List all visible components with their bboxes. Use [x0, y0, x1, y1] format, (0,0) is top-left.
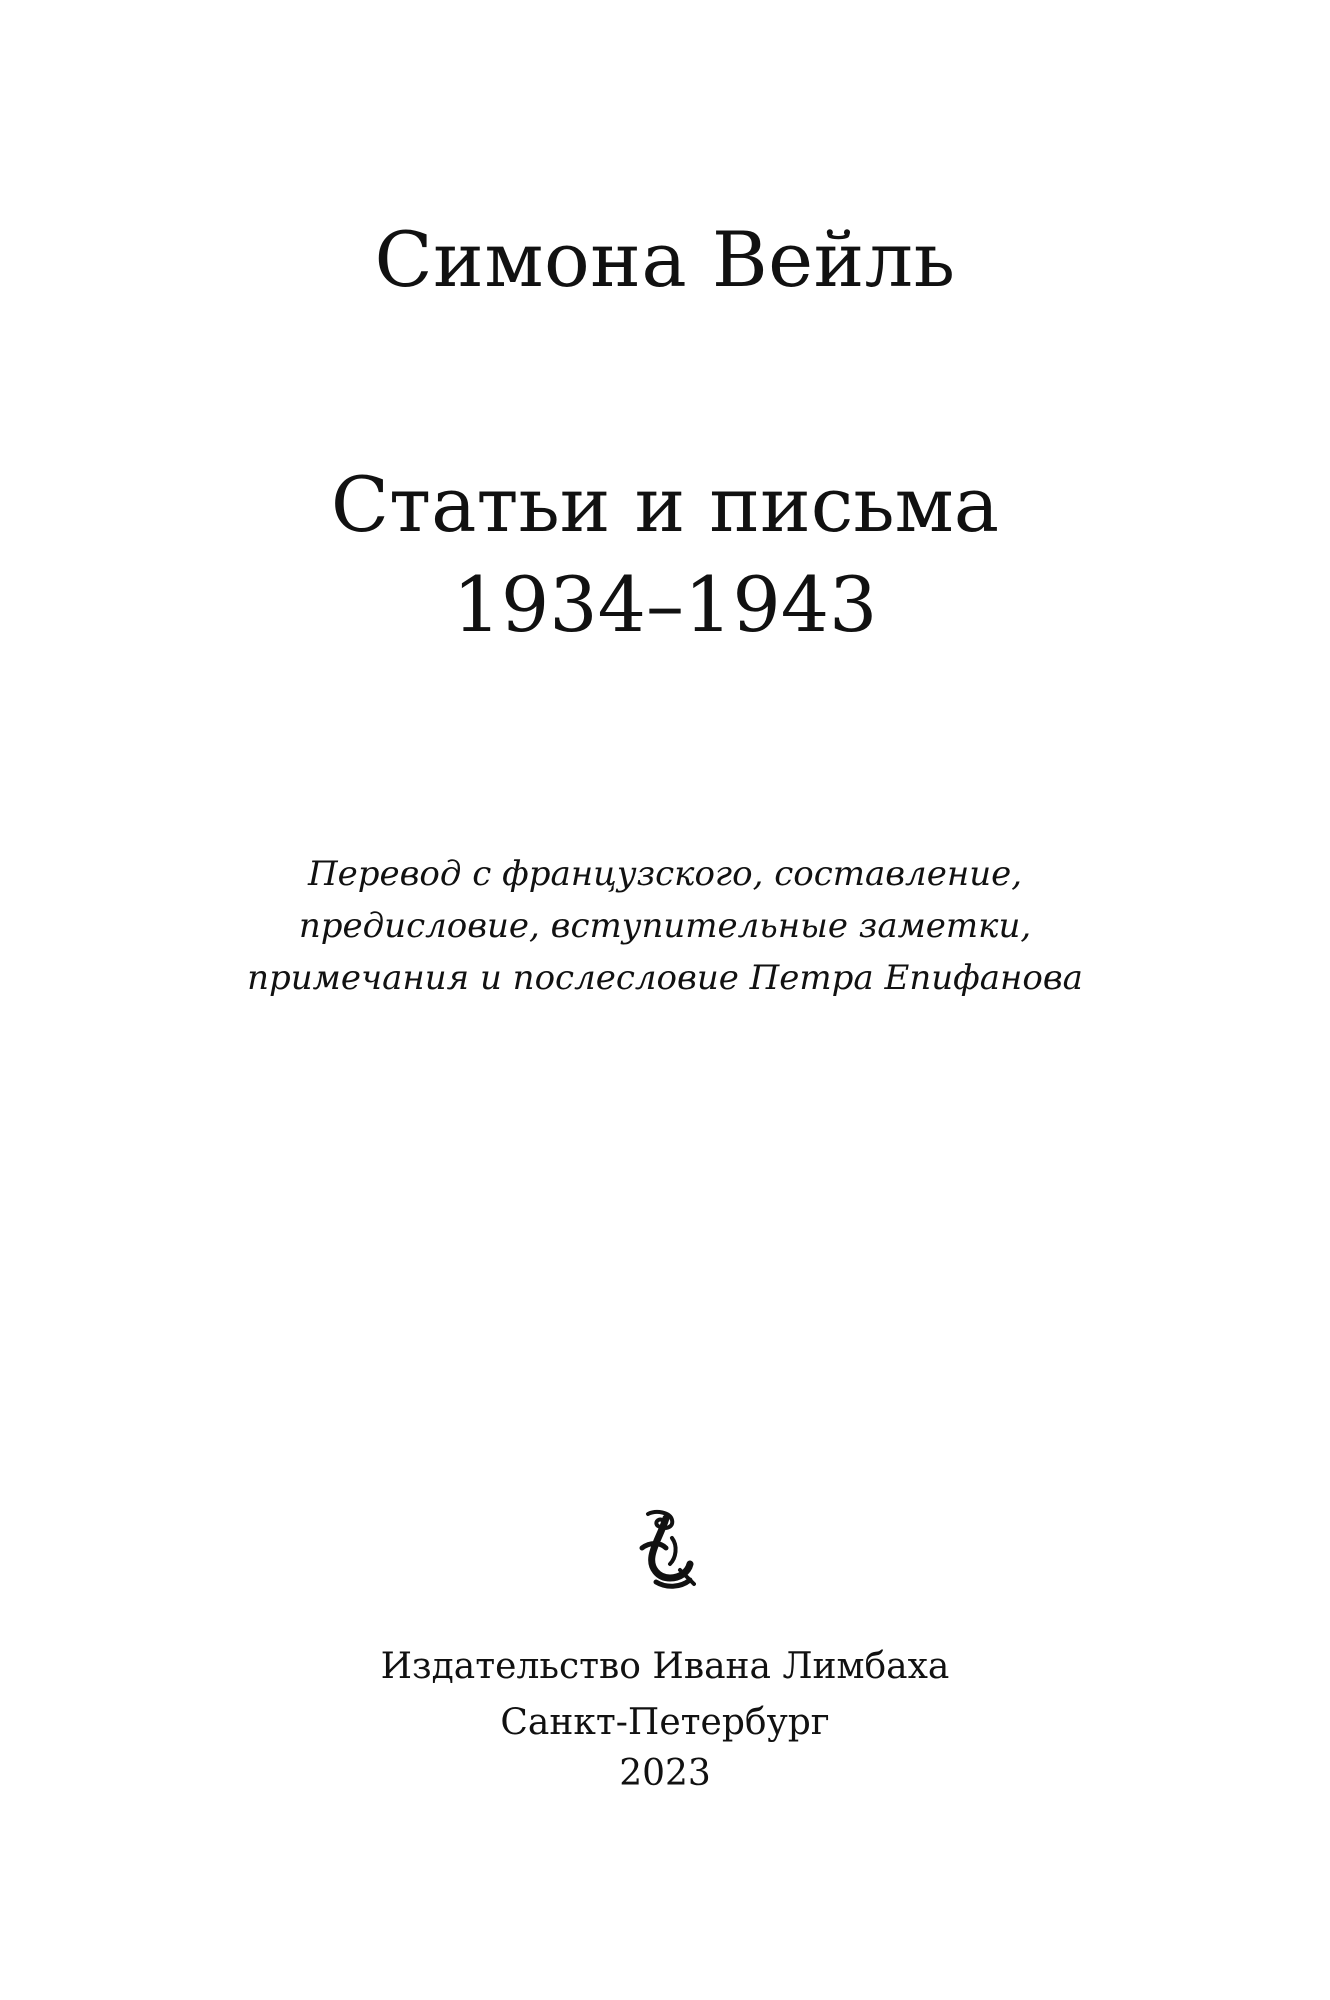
- author-name: Симона Вейль: [374, 215, 956, 304]
- book-title: Статьи и письма: [330, 460, 1000, 549]
- publication-city: Санкт-Петербург: [500, 1702, 830, 1743]
- credits-line: предисловие, вступительные заметки,: [298, 906, 1032, 946]
- publication-year: 2023: [619, 1753, 711, 1794]
- publisher-name: Издательство Ивана Лимбаха: [380, 1646, 950, 1687]
- publisher-monogram-icon: [636, 1508, 696, 1590]
- book-title-years: 1934–1943: [452, 560, 878, 649]
- credits-line: примечания и послесловие Петра Епифанова: [247, 958, 1083, 998]
- credits-line: Перевод с французского, составление,: [307, 854, 1023, 894]
- translator-credits: [0, 848, 1330, 1004]
